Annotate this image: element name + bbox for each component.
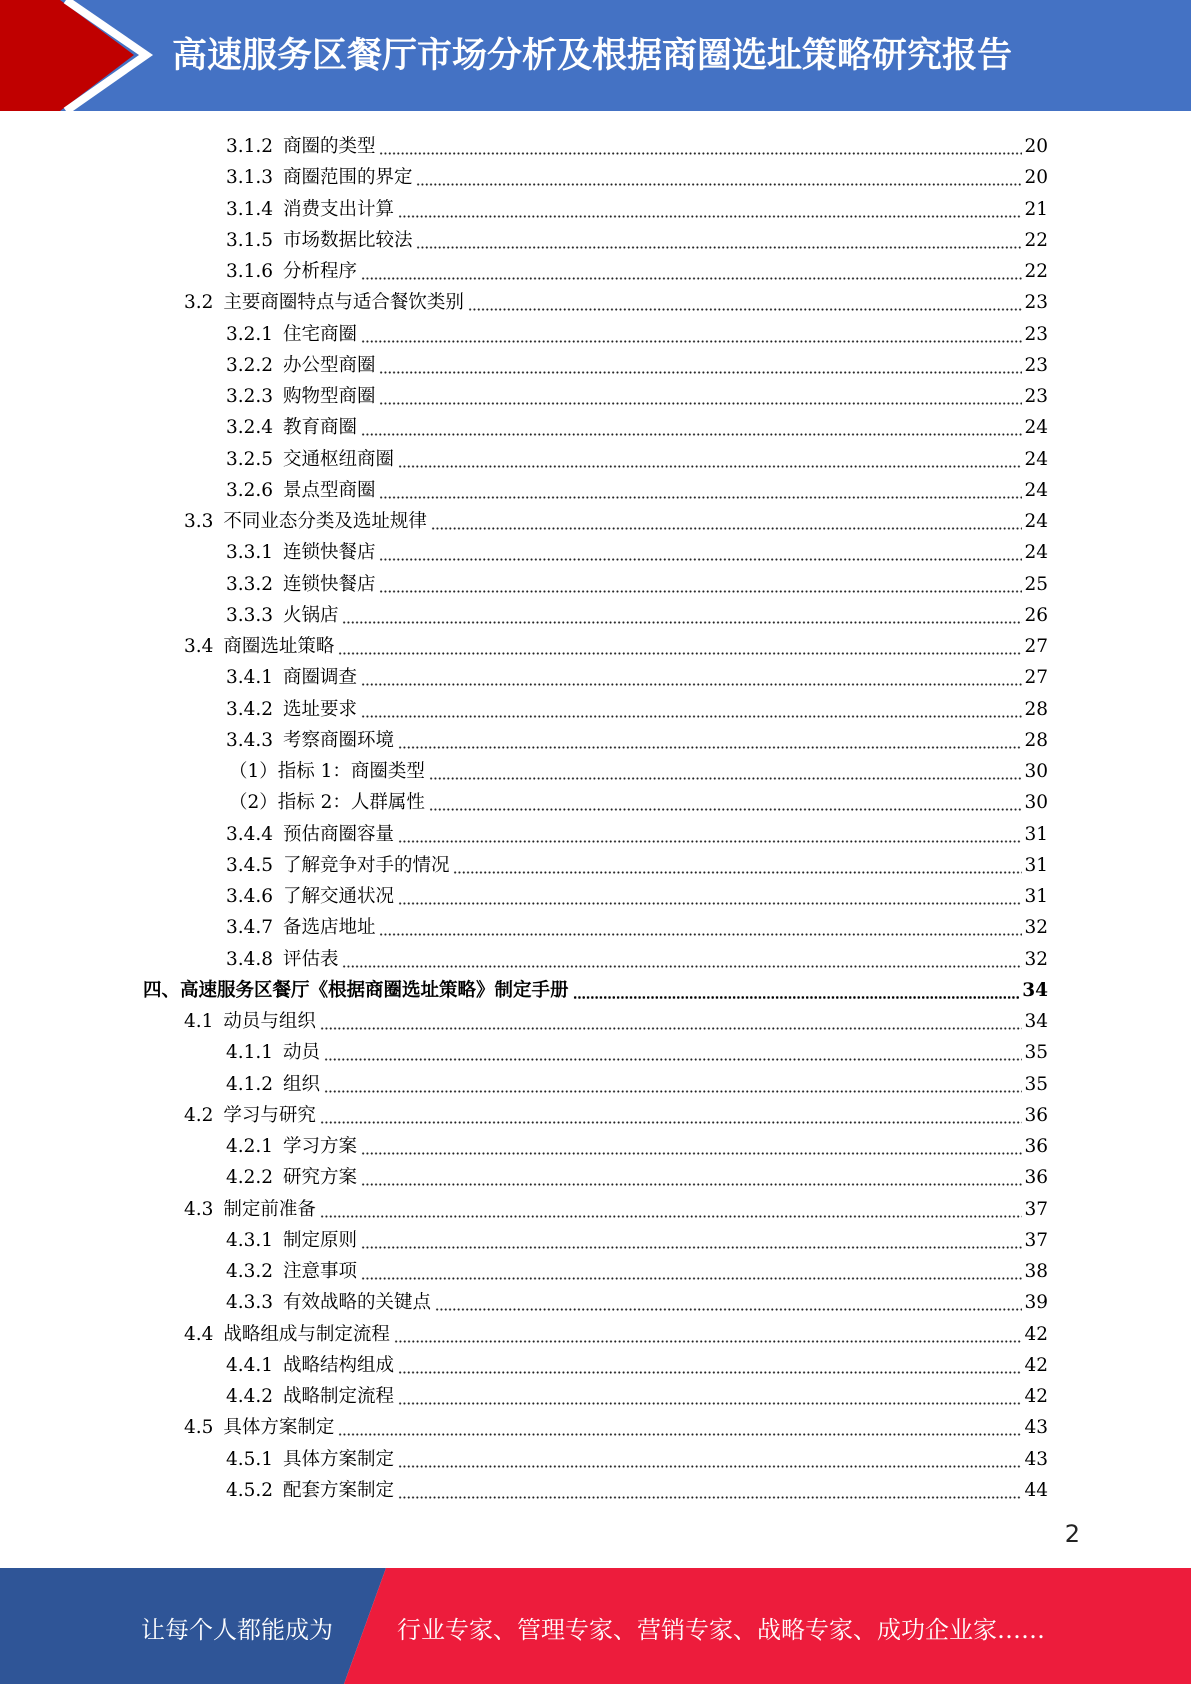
toc-entry[interactable] <box>184 1190 1048 1221</box>
toc-entry-label <box>226 417 359 439</box>
toc-dot-leader <box>394 1325 1023 1343</box>
toc-entry-label <box>226 574 377 596</box>
toc-entry[interactable] <box>184 1002 1048 1033</box>
toc-entry-page: 30 <box>1024 792 1048 814</box>
toc-entry[interactable] <box>226 1471 1048 1502</box>
toc-entry-label <box>226 1074 322 1096</box>
toc-entry-label <box>226 1261 359 1283</box>
toc-entry-title: 市场数据比较法 <box>282 229 413 251</box>
toc-entry-label <box>226 1292 433 1314</box>
toc-entry-number: 4.3.2 <box>226 1261 274 1282</box>
toc-entry[interactable] <box>184 502 1048 533</box>
toc-entry-title: 战略组成与制定流程 <box>223 1323 390 1345</box>
toc-entry-number: 4.2.2 <box>226 1167 274 1189</box>
toc-entry-label <box>226 1042 322 1064</box>
toc-entry-title: 商圈选址策略 <box>223 636 335 657</box>
toc-entry[interactable] <box>226 1158 1048 1189</box>
toc-entry-number: 3.3.1 <box>226 542 274 564</box>
toc-entry-page: 28 <box>1024 729 1048 751</box>
toc-entry[interactable] <box>226 1440 1048 1471</box>
toc-entry-label <box>226 1386 396 1408</box>
toc-entry-label <box>226 449 396 471</box>
toc-entry-page: 23 <box>1024 292 1048 314</box>
toc-dot-leader <box>361 418 1022 436</box>
toc-entry[interactable] <box>226 408 1048 439</box>
toc-dot-leader <box>416 231 1022 249</box>
toc-entry-page: 20 <box>1024 136 1048 157</box>
toc-dot-leader <box>416 168 1022 186</box>
footer-slogan-right: 行业专家、管理专家、营销专家、战略专家、成功企业家…… <box>397 1616 1045 1644</box>
toc-entry-number: 4.3 <box>184 1198 214 1220</box>
toc-entry-page: 22 <box>1024 261 1048 282</box>
toc-dot-leader <box>398 200 1022 218</box>
toc-entry-page: 26 <box>1024 604 1048 626</box>
toc-entry-number: 3.4 <box>184 636 214 657</box>
toc-entry-number: 3.4.7 <box>226 917 274 939</box>
toc-entry-label <box>226 167 414 189</box>
toc-entry-page: 43 <box>1024 1417 1048 1439</box>
toc-dot-leader <box>453 856 1022 874</box>
toc-dot-leader <box>398 1450 1022 1468</box>
toc-entry-page: 31 <box>1024 886 1048 907</box>
toc-entry-number: 4.4.2 <box>226 1386 274 1407</box>
toc-entry-number: 4.5.2 <box>226 1479 274 1501</box>
toc-entry[interactable] <box>184 1096 1048 1127</box>
toc-entry-page: 42 <box>1024 1354 1048 1376</box>
toc-entry-label <box>226 1355 396 1377</box>
toc-entry-label <box>184 1324 392 1346</box>
toc-entry-title: 考察商圈环境 <box>282 729 394 751</box>
toc-entry-label <box>184 1417 336 1439</box>
toc-entry-title: 组织 <box>282 1073 320 1095</box>
toc-dot-leader <box>379 918 1022 936</box>
toc-entry-title: 学习与研究 <box>223 1104 316 1126</box>
toc-entry-number: 4.4.1 <box>226 1354 274 1376</box>
toc-entry-title: 购物型商圈 <box>282 386 376 407</box>
toc-entry-number: 3.4.1 <box>226 667 274 689</box>
toc-entry[interactable] <box>226 1283 1048 1314</box>
toc-entry-label <box>226 1167 359 1189</box>
toc-entry[interactable] <box>226 1033 1048 1064</box>
toc-entry[interactable] <box>226 315 1048 346</box>
toc-dot-leader <box>573 981 1021 999</box>
toc-entry-number: 3.3.2 <box>226 573 274 595</box>
footer-slogan-left: 让每个人都能成为 <box>141 1616 333 1644</box>
toc-entry-page: 39 <box>1024 1292 1048 1314</box>
toc-entry[interactable] <box>184 1315 1048 1346</box>
toc-entry-title: 配套方案制定 <box>282 1479 394 1501</box>
toc-entry-page: 36 <box>1024 1104 1048 1126</box>
toc-entry-label <box>184 1105 318 1127</box>
toc-entry-title: 商圈的类型 <box>282 136 376 157</box>
toc-entry-title: 交通枢纽商圈 <box>282 448 394 470</box>
toc-dot-leader <box>379 575 1022 593</box>
toc-entry-title: 注意事项 <box>282 1261 357 1282</box>
toc-entry-title: 火锅店 <box>282 604 339 626</box>
toc-dot-leader <box>398 731 1022 749</box>
toc-entry[interactable] <box>226 596 1048 627</box>
toc-entry-label <box>226 355 377 377</box>
toc-entry-number: 3.1.2 <box>226 136 274 157</box>
toc-entry-label <box>226 855 451 877</box>
toc-entry[interactable] <box>184 283 1048 314</box>
toc-dot-leader <box>398 1481 1022 1499</box>
toc-entry-number: 3.1.4 <box>226 198 274 220</box>
toc-entry-number: 4.1.2 <box>226 1073 274 1095</box>
toc-entry-label <box>226 1449 396 1471</box>
toc-entry-page: 32 <box>1024 948 1048 970</box>
toc-dot-leader <box>398 887 1022 905</box>
toc-entry-page: 37 <box>1024 1198 1048 1220</box>
toc-entry-label <box>226 605 340 627</box>
toc-entry-label <box>226 1480 396 1502</box>
toc-entry-label <box>143 980 571 1002</box>
toc-dot-leader <box>361 325 1022 343</box>
toc-entry-title: 消费支出计算 <box>282 198 394 220</box>
toc-dot-leader <box>324 1043 1022 1061</box>
toc-entry-title: 商圈调查 <box>282 667 357 689</box>
toc-dot-leader <box>320 1012 1023 1030</box>
toc-entry-title: 教育商圈 <box>282 417 357 439</box>
toc-entry[interactable] <box>184 1408 1048 1439</box>
toc-entry-label <box>184 636 336 658</box>
toc-entry-label <box>226 949 340 971</box>
toc-entry-number: 3.2.1 <box>226 323 274 345</box>
toc-entry-label <box>226 917 377 939</box>
toc-entry-page: 35 <box>1024 1042 1048 1064</box>
toc-entry-title: 不同业态分类及选址规律 <box>223 511 427 532</box>
toc-dot-leader <box>379 543 1022 561</box>
toc-entry-title: 战略制定流程 <box>282 1386 394 1407</box>
toc-entry-label <box>184 292 466 314</box>
toc-entry-page: 24 <box>1024 448 1048 470</box>
toc-entry-number: 3.4.5 <box>226 854 274 876</box>
toc-entry-label <box>226 730 396 752</box>
toc-dot-leader <box>429 762 1023 780</box>
toc-entry-page: 24 <box>1024 511 1048 532</box>
toc-entry[interactable] <box>226 190 1048 221</box>
toc-dot-leader <box>361 1231 1022 1249</box>
toc-entry-label <box>226 1136 359 1158</box>
toc-entry-number: 4.2 <box>184 1104 214 1126</box>
toc-entry-number: 3.1.5 <box>226 229 274 251</box>
toc-entry-label <box>226 199 396 221</box>
toc-entry[interactable] <box>226 1377 1048 1408</box>
toc-entry-title: 连锁快餐店 <box>282 542 376 564</box>
toc-entry-label <box>226 230 414 252</box>
toc-entry-page: 42 <box>1024 1323 1048 1345</box>
toc-entry-page: 27 <box>1024 667 1048 689</box>
toc-entry-number: 4.1 <box>184 1011 214 1032</box>
toc-entry-page: 20 <box>1024 167 1048 189</box>
toc-entry[interactable] <box>226 940 1048 971</box>
toc-dot-leader <box>361 668 1022 686</box>
toc-entry-title: 景点型商圈 <box>282 479 376 501</box>
toc-entry[interactable] <box>226 158 1048 189</box>
toc-entry[interactable] <box>226 533 1048 564</box>
toc-entry-page: 36 <box>1024 1136 1048 1157</box>
toc-entry[interactable] <box>226 252 1048 283</box>
toc-entry-page: 43 <box>1024 1448 1048 1470</box>
toc-dot-leader <box>379 356 1022 374</box>
toc-entry-title: 主要商圈特点与适合餐饮类别 <box>223 292 464 314</box>
toc-entry[interactable] <box>226 471 1048 502</box>
toc-entry[interactable] <box>226 877 1048 908</box>
toc-dot-leader <box>361 1262 1022 1280</box>
toc-dot-leader <box>379 137 1022 155</box>
toc-dot-leader <box>398 450 1022 468</box>
toc-entry-number: 4.3.3 <box>226 1292 274 1314</box>
toc-entry-number: 3.1.3 <box>226 167 274 189</box>
toc-entry-title: 四、高速服务区餐厅《根据商圈选址策略》制定手册 <box>143 979 569 1001</box>
toc-entry-page: 28 <box>1024 698 1048 720</box>
toc-entry-page: 36 <box>1024 1167 1048 1189</box>
toc-dot-leader <box>398 1387 1022 1405</box>
toc-entry-label <box>226 480 377 502</box>
toc-entry[interactable] <box>226 565 1048 596</box>
toc-entry-title: 选址要求 <box>282 698 357 720</box>
toc-dot-leader <box>468 293 1023 311</box>
toc-entry-title: 制定前准备 <box>223 1198 316 1220</box>
toc-dot-leader <box>361 1137 1022 1155</box>
toc-entry-title: （2）指标 2：人群属性 <box>229 792 425 814</box>
toc-entry-title: 备选店地址 <box>282 917 376 939</box>
toc-entry[interactable] <box>226 908 1048 939</box>
toc-entry-number: 3.4.3 <box>226 729 274 751</box>
toc-dot-leader <box>338 1418 1022 1436</box>
toc-entry[interactable] <box>226 658 1048 689</box>
toc-entry[interactable] <box>229 783 1048 814</box>
toc-entry-label <box>226 136 377 158</box>
toc-entry-page: 30 <box>1024 761 1048 782</box>
toc-entry-label <box>229 792 427 814</box>
toc-entry-number: 4.5.1 <box>226 1448 274 1470</box>
toc-entry[interactable] <box>226 1127 1048 1158</box>
toc-entry-title: 战略结构组成 <box>282 1354 394 1376</box>
toc-entry-page: 25 <box>1024 573 1048 595</box>
toc-entry-label <box>226 824 396 846</box>
toc-dot-leader <box>342 606 1022 624</box>
toc-entry-title: 动员与组织 <box>223 1011 316 1032</box>
toc-entry-page: 34 <box>1024 1011 1048 1032</box>
toc-entry-title: 制定原则 <box>282 1229 357 1251</box>
toc-entry-page: 23 <box>1024 323 1048 345</box>
page-number: 2 <box>1064 1520 1080 1548</box>
toc-entry-page: 38 <box>1024 1261 1048 1282</box>
toc-entry[interactable] <box>229 752 1048 783</box>
toc-entry-page: 37 <box>1024 1229 1048 1251</box>
toc-entry-label <box>226 667 359 689</box>
toc-dot-leader <box>324 1075 1022 1093</box>
toc-entry-title: 学习方案 <box>282 1136 357 1157</box>
toc-entry[interactable] <box>226 1221 1048 1252</box>
toc-entry-title: 具体方案制定 <box>282 1448 394 1470</box>
toc-dot-leader <box>338 637 1022 655</box>
toc-dot-leader <box>320 1200 1023 1218</box>
toc-entry-page: 21 <box>1024 198 1048 220</box>
toc-entry-number: 3.1.6 <box>226 261 274 282</box>
toc-entry-number: 3.3.3 <box>226 604 274 626</box>
toc-entry-number: 3.2.2 <box>226 354 274 376</box>
toc-entry-page: 24 <box>1024 479 1048 501</box>
toc-entry[interactable] <box>226 1065 1048 1096</box>
toc-entry-page: 34 <box>1022 979 1048 1001</box>
toc-entry-label <box>226 542 377 564</box>
toc-entry-number: 3.2.6 <box>226 479 274 501</box>
page-header <box>0 0 1191 111</box>
toc-entry-title: 预估商圈容量 <box>282 823 394 845</box>
toc-entry-number: 4.4 <box>184 1323 214 1345</box>
toc-entry-title: 分析程序 <box>282 261 357 282</box>
toc-entry-page: 24 <box>1024 417 1048 439</box>
document-title: 高速服务区餐厅市场分析及根据商圈选址策略研究报告 <box>172 36 1013 76</box>
toc-entry[interactable] <box>143 971 1048 1002</box>
toc-dot-leader <box>398 1356 1022 1374</box>
toc-entry[interactable] <box>226 721 1048 752</box>
toc-entry-title: 具体方案制定 <box>223 1417 335 1439</box>
toc-entry-number: 3.4.4 <box>226 823 274 845</box>
toc-entry-page: 27 <box>1024 636 1048 657</box>
toc-entry[interactable] <box>226 346 1048 377</box>
page-footer <box>0 1568 1191 1684</box>
toc-entry-page: 35 <box>1024 1073 1048 1095</box>
toc-entry-title: 了解交通状况 <box>282 886 394 907</box>
toc-entry-label <box>226 699 359 721</box>
toc-entry-number: 4.1.1 <box>226 1042 274 1064</box>
toc-dot-leader <box>361 1168 1022 1186</box>
toc-entry-page: 23 <box>1024 354 1048 376</box>
toc-entry-page: 23 <box>1024 386 1048 407</box>
toc-entry-title: 动员 <box>282 1042 320 1064</box>
toc-entry[interactable] <box>184 627 1048 658</box>
toc-entry-page: 24 <box>1024 542 1048 564</box>
toc-entry[interactable] <box>226 690 1048 721</box>
toc-entry-number: 4.3.1 <box>226 1229 274 1251</box>
toc-entry-label <box>226 324 359 346</box>
toc-entry-page: 31 <box>1024 823 1048 845</box>
toc-entry-title: 商圈范围的界定 <box>282 167 413 189</box>
toc-entry[interactable] <box>226 377 1048 408</box>
toc-entry[interactable] <box>226 221 1048 252</box>
toc-dot-leader <box>361 700 1022 718</box>
toc-dot-leader <box>320 1106 1023 1124</box>
toc-entry-number: 3.4.6 <box>226 886 274 907</box>
toc-entry-number: 3.2.4 <box>226 417 274 439</box>
toc-entry-label <box>184 1199 318 1221</box>
toc-entry-label <box>184 511 429 533</box>
toc-dot-leader <box>398 825 1022 843</box>
toc-entry[interactable] <box>226 440 1048 471</box>
toc-dot-leader <box>429 793 1023 811</box>
toc-entry[interactable] <box>226 127 1048 158</box>
toc-dot-leader <box>379 481 1022 499</box>
toc-entry-label <box>229 761 427 783</box>
toc-entry-number: 4.2.1 <box>226 1136 274 1157</box>
toc-entry-page: 32 <box>1024 917 1048 939</box>
toc-entry-title: 住宅商圈 <box>282 323 357 345</box>
toc-entry[interactable] <box>226 815 1048 846</box>
toc-entry-number: 3.2 <box>184 292 214 314</box>
toc-dot-leader <box>342 950 1022 968</box>
toc-entry-title: 了解竞争对手的情况 <box>282 854 450 876</box>
toc-entry-number: 4.5 <box>184 1417 214 1439</box>
toc-entry-label <box>226 886 396 908</box>
toc-dot-leader <box>431 512 1023 530</box>
toc-dot-leader <box>379 387 1022 405</box>
toc-entry-number: 3.2.3 <box>226 386 274 407</box>
toc-entry-number: 3.4.8 <box>226 948 274 970</box>
toc-entry-label <box>184 1011 318 1033</box>
toc-entry-number: 3.3 <box>184 511 214 532</box>
toc-entry-title: 办公型商圈 <box>282 354 376 376</box>
toc-entry-title: 有效战略的关键点 <box>282 1292 431 1314</box>
toc-entry-number: 3.2.5 <box>226 448 274 470</box>
toc-entry-page: 44 <box>1024 1479 1048 1501</box>
toc-entry[interactable] <box>226 1346 1048 1377</box>
toc-entry-page: 31 <box>1024 854 1048 876</box>
toc-entry-title: 连锁快餐店 <box>282 573 376 595</box>
toc-entry[interactable] <box>226 846 1048 877</box>
toc-entry-label <box>226 386 377 408</box>
toc-entry-label <box>226 1230 359 1252</box>
toc-dot-leader <box>361 262 1022 280</box>
toc-entry-page: 42 <box>1024 1386 1048 1407</box>
toc-entry-title: 评估表 <box>282 948 339 970</box>
toc-entry[interactable] <box>226 1252 1048 1283</box>
toc-entry-number: 3.4.2 <box>226 698 274 720</box>
toc-dot-leader <box>435 1293 1022 1311</box>
toc-entry-title: 研究方案 <box>282 1167 357 1189</box>
toc-entry-page: 22 <box>1024 229 1048 251</box>
toc-entry-label <box>226 261 359 283</box>
toc-entry-title: （1）指标 1：商圈类型 <box>229 761 425 782</box>
